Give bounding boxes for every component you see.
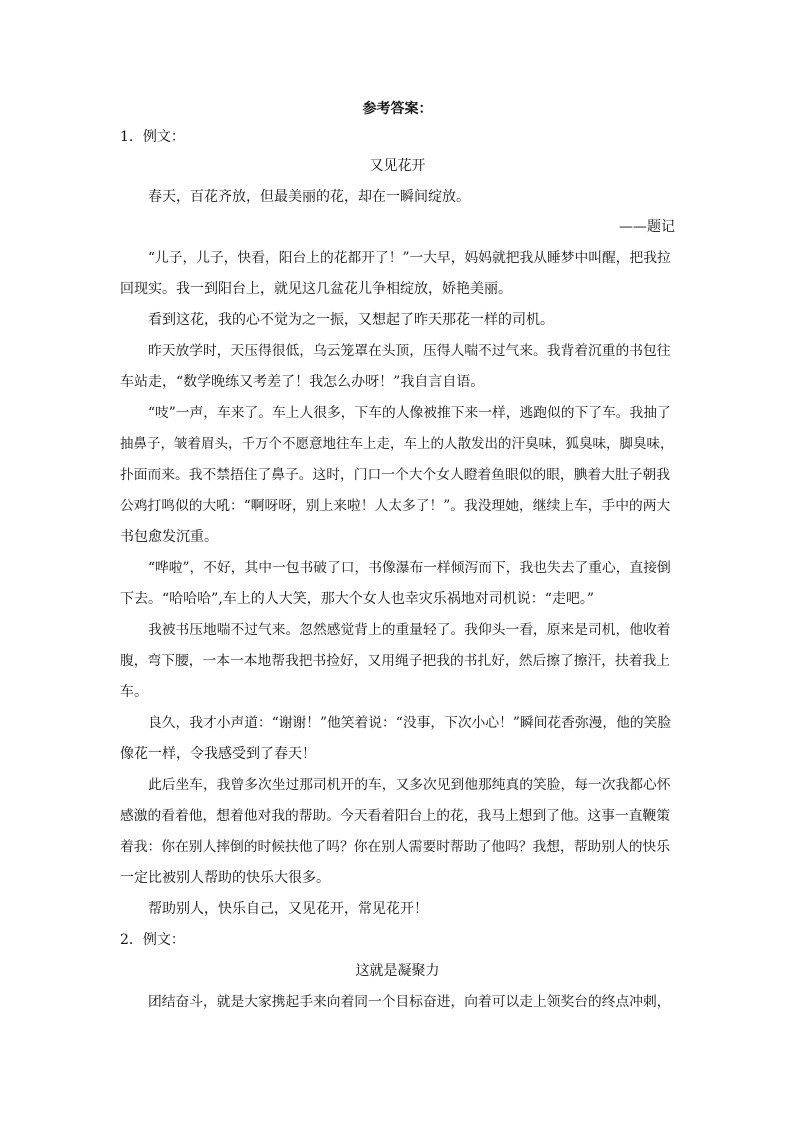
- q2-label: 2．例文：: [120, 932, 185, 948]
- q1-line: 公鸡打鸣似的大吼：“啊呀呀，别上来啦！人太多了！”。我没理她，继续上车，手中的两大: [120, 498, 671, 514]
- q1-line: 感激的看着他，想着他对我的帮助。今天看着阳台上的花，我马上想到了他。这事一直鞭策: [120, 808, 671, 824]
- answer-heading: 参考答案：: [362, 101, 433, 117]
- q1-line: 着我：你在别人摔倒的时候扶他了吗？你在别人需要时帮助了他吗？我想，帮助别人的快乐: [120, 839, 671, 855]
- q1-line: “儿子，儿子，快看，阳台上的花都开了！”一大早，妈妈就把我从睡梦中叫醒，把我拉: [148, 250, 671, 266]
- q1-line: 下去。“哈哈哈”,车上的人大笑，那大个女人也幸灾乐祸地对司机说：“走吧。”: [120, 591, 595, 607]
- q1-line: 看到这花，我的心不觉为之一振，又想起了昨天那花一样的司机。: [148, 312, 554, 328]
- q1-intro: 春天，百花齐放，但最美丽的花，却在一瞬间绽放。: [148, 189, 470, 205]
- q1-line: 书包愈发沉重。: [120, 529, 218, 545]
- q1-line: 车。: [120, 684, 148, 700]
- q1-line: 此后坐车，我曾多次坐过那司机开的车，又多次见到他那纯真的笑脸，每一次我都心怀: [148, 777, 671, 793]
- q1-line: 我被书压地喘不过气来。忽然感觉背上的重量轻了。我仰头一看，原来是司机，他收着: [148, 622, 671, 638]
- q1-line: “哗啦”，不好，其中一包书破了口，书像瀑布一样倾泻而下，我也失去了重心，直接倒: [148, 560, 671, 576]
- q1-line: 帮助别人，快乐自己，又见花开，常见花开！: [148, 901, 428, 917]
- q1-essay-title: 又见花开: [369, 158, 426, 174]
- q1-line: 一定比被别人帮助的快乐大很多。: [120, 870, 330, 886]
- q1-signature: ——题记: [619, 219, 675, 235]
- q1-line: 抽鼻子，皱着眉头，千万个不愿意地往车上走，车上的人散发出的汗臭味，狐臭味，脚臭味，: [120, 436, 674, 452]
- q1-line: 昨天放学时，天压得很低，乌云笼罩在头顶，压得人喘不过气来。我背着沉重的书包往: [148, 343, 671, 359]
- q1-line: 良久，我才小声道：“谢谢！”他笑着说：“没事，下次小心！”瞬间花香弥漫，他的笑脸: [148, 715, 672, 731]
- q1-line: 车站走，“数学晚练又考差了！我怎么办呀！”我自言自语。: [120, 374, 485, 390]
- q2-essay-title: 这就是凝聚力: [355, 963, 440, 979]
- q1-label: 1．例文：: [120, 129, 185, 145]
- q1-line: “吱”一声，车来了。车上人很多，下车的人像被推下来一样，逃跑似的下了车。我抽了: [148, 405, 671, 421]
- q1-line: 腹，弯下腰，一本一本地帮我把书捡好，又用绳子把我的书扎好，然后擦了擦汗，扶着我上: [120, 653, 671, 669]
- q1-line: 回现实。我一到阳台上，就见这几盆花儿争相绽放，娇艳美丽。: [120, 281, 512, 297]
- q1-line: 像花一样，令我感受到了春天！: [120, 746, 316, 762]
- q2-line: 团结奋斗，就是大家携起手来向着同一个目标奋进，向着可以走上领奖台的终点冲刺，: [148, 994, 671, 1010]
- q1-line: 扑面而来。我不禁捂住了鼻子。这时，门口一个大个女人瞪着鱼眼似的眼，腆着大肚子朝我: [120, 467, 671, 483]
